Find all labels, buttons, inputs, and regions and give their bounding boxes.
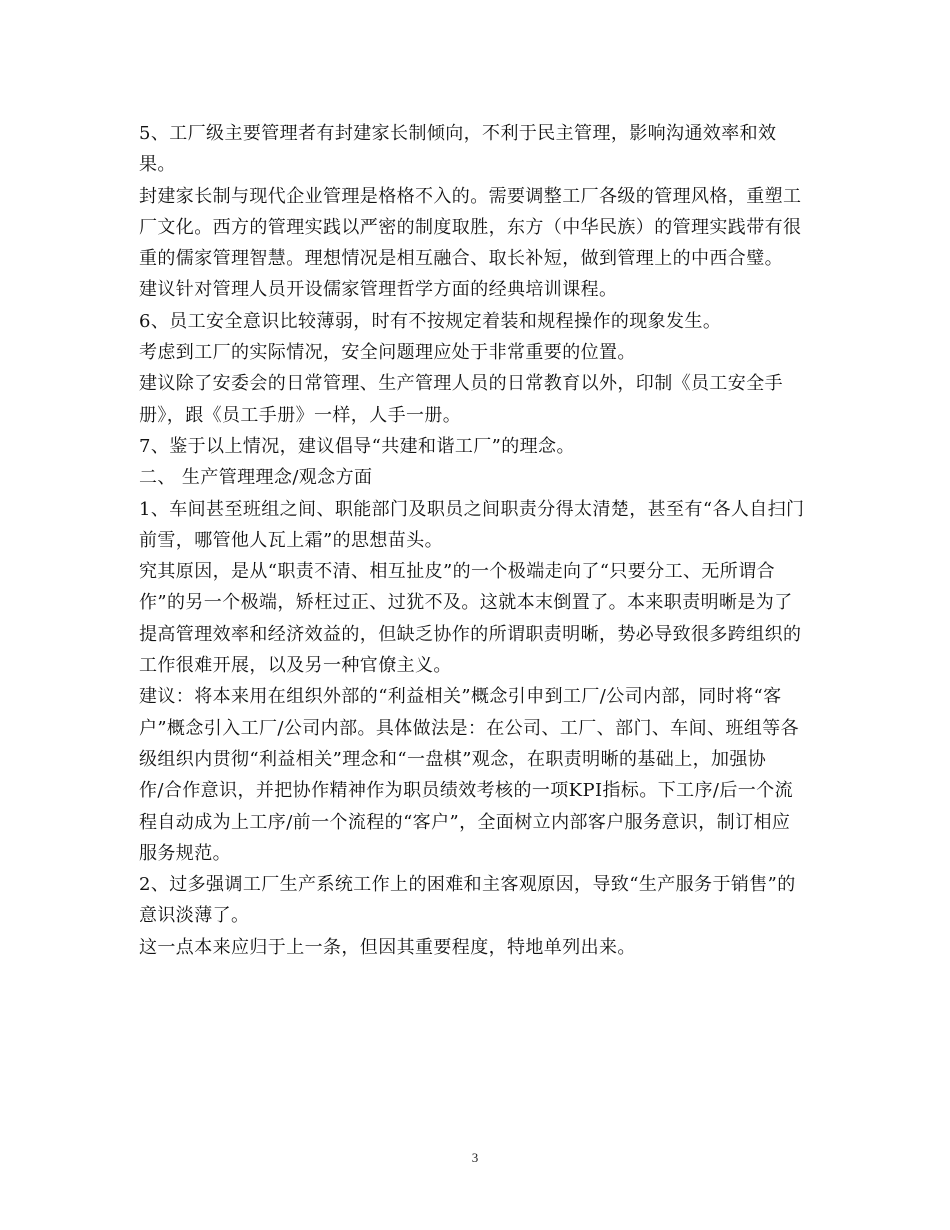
text-line: 建议除了安委会的日常管理、生产管理人员的日常教育以外，印制《员工安全手 — [139, 373, 783, 395]
text-line: 建议：将本来用在组织外部的“利益相关”概念引申到工厂/公司内部，同时将“客 — [139, 686, 782, 708]
text-line: 建议针对管理人员开设儒家管理哲学方面的经典培训课程。 — [139, 279, 618, 301]
text-line: 户”概念引入工厂/公司内部。具体做法是：在公司、工厂、部门、车间、班组等各 — [139, 717, 800, 739]
text-line: 级组织内贯彻“利益相关”理念和“一盘棋”观念，在职责明晰的基础上，加强协 — [139, 748, 767, 770]
text-line: 这一点本来应归于上一条，但因其重要程度，特地单列出来。 — [139, 936, 636, 958]
text-line: 提高管理效率和经济效益的，但缺乏协作的所谓职责明晰，势必导致很多跨组织的 — [139, 623, 802, 645]
text-line: 究其原因，是从“职责不清、相互扯皮”的一个极端走向了“只要分工、无所谓合 — [139, 561, 776, 583]
text-line: 7、鉴于以上情况，建议倡导“共建和谐工厂”的理念。 — [139, 435, 575, 457]
text-line: 作”的另一个极端，矫枉过正、过犹不及。这就本末倒置了。本来职责明晰是为了 — [139, 592, 793, 614]
text-line: 5、工厂级主要管理者有封建家长制倾向，不利于民主管理，影响沟通效率和效 — [139, 123, 777, 144]
document-body — [139, 118, 811, 963]
text-line: 服务规范。 — [139, 842, 231, 864]
text-line: 厂文化。西方的管理实践以严密的制度取胜，东方（中华民族）的管理实践带有很 — [139, 216, 802, 238]
text-line: 1、车间甚至班组之间、职能部门及职员之间职责分得太清楚，甚至有“各人自扫门 — [139, 498, 805, 520]
section-heading: 二、 生产管理理念/观念方面 — [139, 467, 373, 489]
text-line: 果。 — [139, 154, 176, 176]
text-line: 前雪，哪管他人瓦上霜”的思想苗头。 — [139, 529, 444, 551]
text-line: 意识淡薄了。 — [139, 905, 250, 927]
text-line: 作/合作意识，并把协作精神作为职员绩效考核的一项KPI指标。下工序/后一个流 — [139, 780, 793, 802]
text-line: 重的儒家管理智慧。理想情况是相互融合、取长补短，做到管理上的中西合璧。 — [139, 248, 783, 270]
text-line: 考虑到工厂的实际情况，安全问题理应处于非常重要的位置。 — [139, 342, 636, 364]
text-line: 册》，跟《员工手册》一样，人手一册。 — [139, 404, 462, 426]
page-number: 3 — [471, 1150, 479, 1165]
text-line: 封建家长制与现代企业管理是格格不入的。需要调整工厂各级的管理风格，重塑工 — [139, 185, 802, 207]
text-line: 程自动成为上工序/前一个流程的“客户”，全面树立内部客户服务意识，制订相应 — [139, 811, 791, 833]
text-line: 2、过多强调工厂生产系统工作上的困难和主客观原因，导致“生产服务于销售”的 — [139, 874, 796, 896]
text-line: 6、员工安全意识比较薄弱，时有不按规定着装和规程操作的现象发生。 — [139, 310, 722, 332]
text-line: 工作很难开展，以及另一种官僚主义。 — [139, 655, 452, 677]
